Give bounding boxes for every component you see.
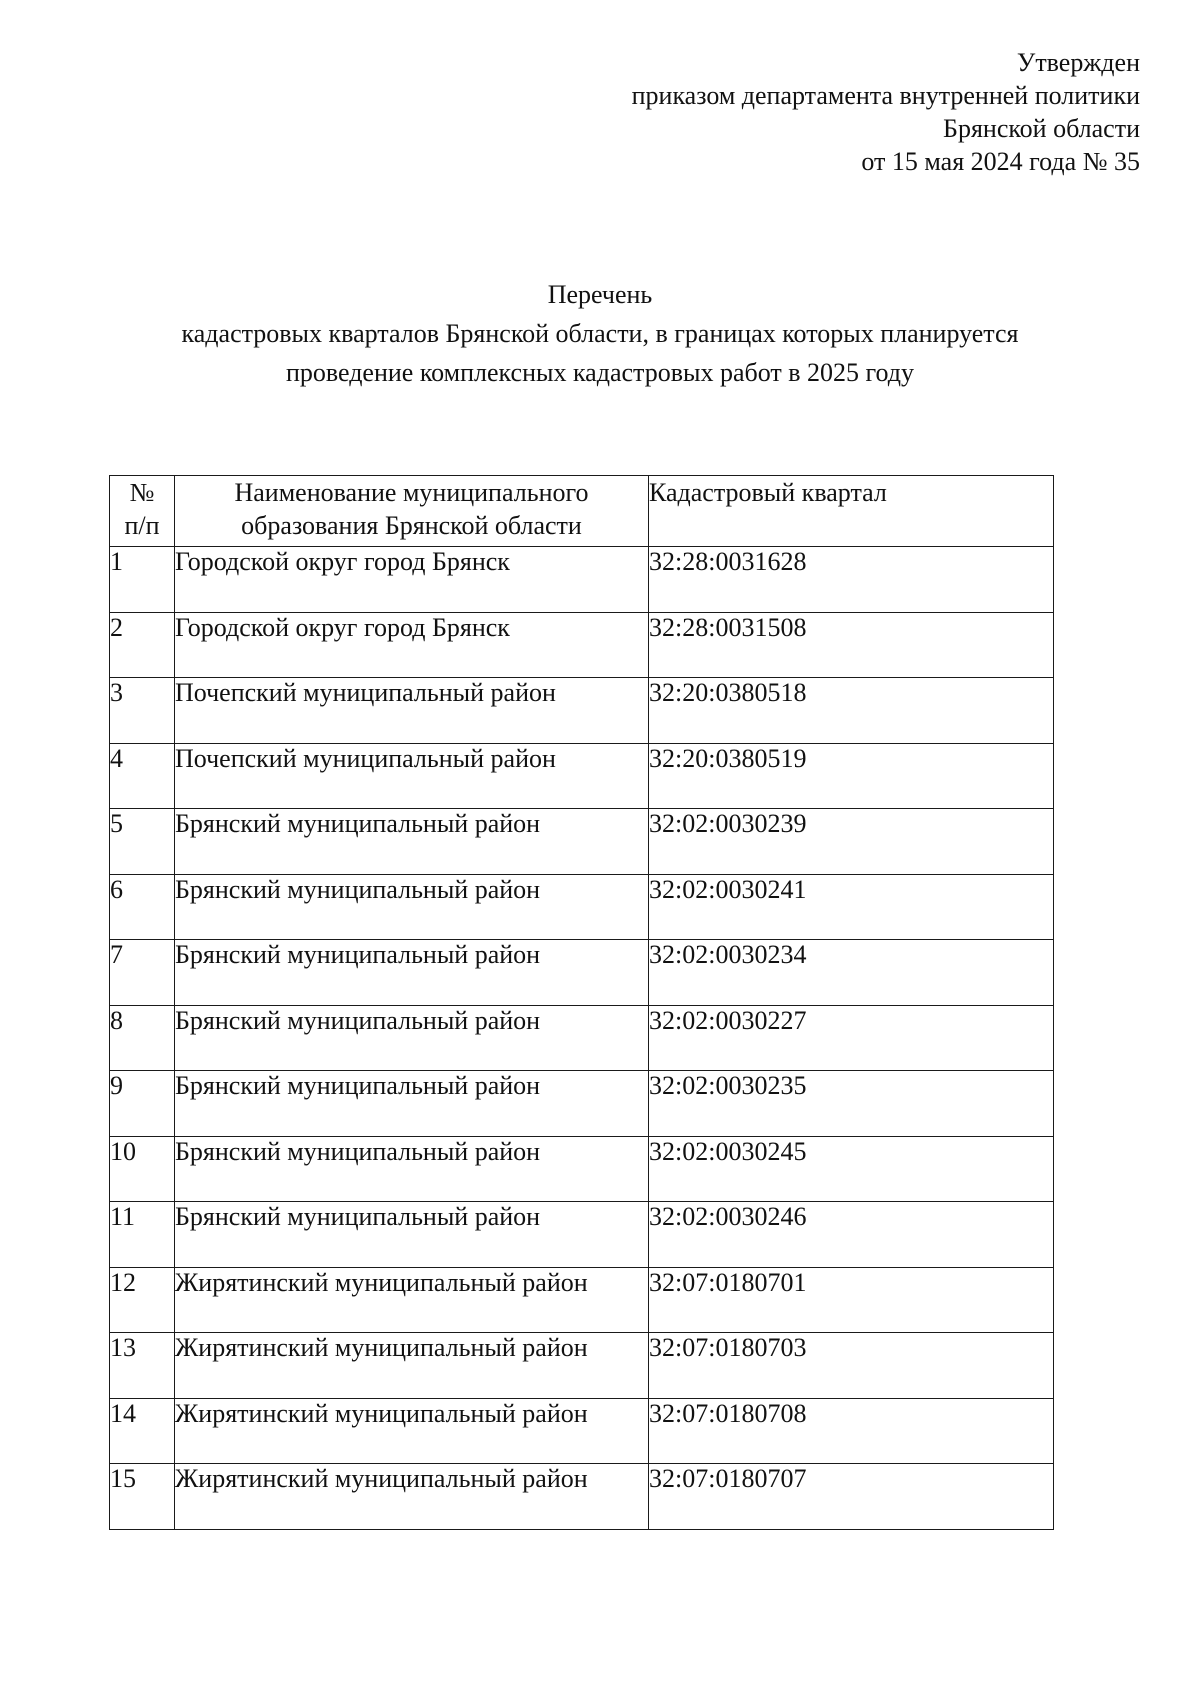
row-number: 1	[110, 547, 175, 613]
approval-line-date: от 15 мая 2024 года № 35	[861, 147, 1140, 176]
row-number: 3	[110, 678, 175, 744]
row-municipality: Жирятинский муниципальный район	[175, 1464, 649, 1530]
header-number-line-1: №	[129, 478, 155, 507]
row-cadastral-quarter: 32:07:0180701	[649, 1267, 1054, 1333]
approval-line-order: приказом департамента внутренней политики	[631, 81, 1140, 110]
row-number: 11	[110, 1202, 175, 1268]
table-row	[110, 1267, 1054, 1333]
row-number: 8	[110, 1005, 175, 1071]
row-municipality: Жирятинский муниципальный район	[175, 1267, 649, 1333]
row-municipality: Почепский муниципальный район	[175, 743, 649, 809]
table-row	[110, 612, 1054, 678]
table-row	[110, 1005, 1054, 1071]
header-number-line-2: п/п	[124, 511, 160, 540]
header-cadastral-quarter: Кадастровый квартал	[649, 476, 1054, 547]
approval-line-region: Брянской области	[943, 114, 1140, 143]
row-number: 12	[110, 1267, 175, 1333]
row-cadastral-quarter: 32:02:0030245	[649, 1136, 1054, 1202]
table-header-row	[110, 476, 1054, 547]
row-cadastral-quarter: 32:28:0031508	[649, 612, 1054, 678]
table-body	[110, 547, 1054, 1530]
row-municipality: Жирятинский муниципальный район	[175, 1333, 649, 1399]
row-cadastral-quarter: 32:02:0030234	[649, 940, 1054, 1006]
row-number: 10	[110, 1136, 175, 1202]
row-number: 7	[110, 940, 175, 1006]
row-number: 14	[110, 1398, 175, 1464]
row-cadastral-quarter: 32:07:0180707	[649, 1464, 1054, 1530]
cadastral-quarters-table	[109, 475, 1054, 1530]
row-number: 13	[110, 1333, 175, 1399]
header-municipality-line-1: Наименование муниципального	[234, 478, 589, 507]
table-row	[110, 743, 1054, 809]
row-number: 2	[110, 612, 175, 678]
row-cadastral-quarter: 32:02:0030239	[649, 809, 1054, 875]
row-municipality: Брянский муниципальный район	[175, 874, 649, 940]
document-title	[0, 275, 1200, 392]
row-municipality: Брянский муниципальный район	[175, 1136, 649, 1202]
row-municipality: Городской округ город Брянск	[175, 547, 649, 613]
row-municipality: Брянский муниципальный район	[175, 809, 649, 875]
row-cadastral-quarter: 32:20:0380518	[649, 678, 1054, 744]
row-municipality: Почепский муниципальный район	[175, 678, 649, 744]
table-row	[110, 1136, 1054, 1202]
row-municipality: Брянский муниципальный район	[175, 1071, 649, 1137]
row-number: 4	[110, 743, 175, 809]
row-municipality: Городской округ город Брянск	[175, 612, 649, 678]
title-line-3: проведение комплексных кадастровых работ в 2025 году	[285, 358, 915, 387]
row-municipality: Жирятинский муниципальный район	[175, 1398, 649, 1464]
header-municipality-line-2: образования Брянской области	[241, 511, 582, 540]
table-row	[110, 1071, 1054, 1137]
table-row	[110, 1464, 1054, 1530]
table-row	[110, 1398, 1054, 1464]
row-number: 6	[110, 874, 175, 940]
row-cadastral-quarter: 32:07:0180708	[649, 1398, 1054, 1464]
header-number	[110, 476, 175, 547]
table-row	[110, 1333, 1054, 1399]
row-municipality: Брянский муниципальный район	[175, 940, 649, 1006]
row-cadastral-quarter: 32:02:0030227	[649, 1005, 1054, 1071]
row-cadastral-quarter: 32:20:0380519	[649, 743, 1054, 809]
row-number: 9	[110, 1071, 175, 1137]
row-number: 15	[110, 1464, 175, 1530]
row-municipality: Брянский муниципальный район	[175, 1005, 649, 1071]
row-municipality: Брянский муниципальный район	[175, 1202, 649, 1268]
table-row	[110, 547, 1054, 613]
row-cadastral-quarter: 32:02:0030246	[649, 1202, 1054, 1268]
row-cadastral-quarter: 32:28:0031628	[649, 547, 1054, 613]
table-row	[110, 1202, 1054, 1268]
approval-line-approved: Утвержден	[1016, 48, 1140, 77]
table-row	[110, 809, 1054, 875]
table-row	[110, 940, 1054, 1006]
table-row	[110, 874, 1054, 940]
row-number: 5	[110, 809, 175, 875]
header-municipality	[175, 476, 649, 547]
table-row	[110, 678, 1054, 744]
approval-block	[500, 46, 1140, 178]
title-line-2: кадастровых кварталов Брянской области, в границах которых планируется	[181, 319, 1019, 348]
row-cadastral-quarter: 32:02:0030235	[649, 1071, 1054, 1137]
title-line-1: Перечень	[547, 280, 653, 309]
row-cadastral-quarter: 32:02:0030241	[649, 874, 1054, 940]
row-cadastral-quarter: 32:07:0180703	[649, 1333, 1054, 1399]
